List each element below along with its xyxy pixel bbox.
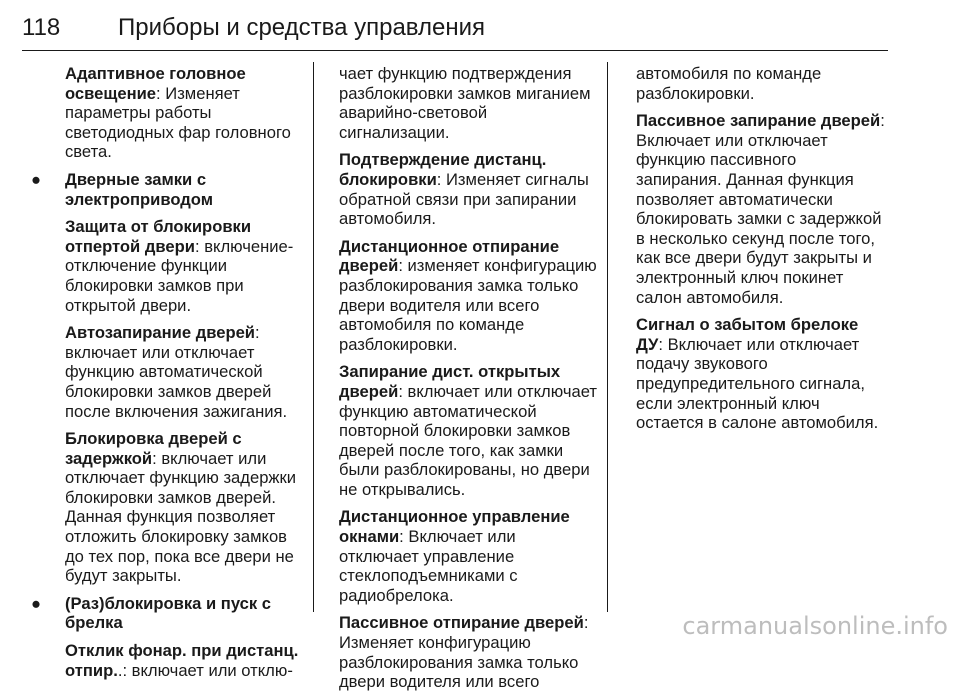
entry-light-feedback xyxy=(31,641,301,680)
entry-title: Сигнал о забытом брелоке ДУ xyxy=(636,315,859,354)
entry-text: : Изменяет параметры работы светодиодных фар головного света. xyxy=(65,83,291,162)
entry-title: Дистанционное управление окнами xyxy=(339,507,570,547)
column-1 xyxy=(31,64,301,688)
entry-text: : включает или отключает функцию задержки блокировки замков дверей. Данная функция позволяет отложить блокировку замков до тех пор, пока все двери не будут закрыты. xyxy=(65,448,297,586)
column-2 xyxy=(339,64,599,700)
entry-text: : включает или отключает функцию автоматической блокировки замков дверей после включения зажигания. xyxy=(65,323,288,421)
entry-text: : Включает или отключает управление стеклоподъемниками с радиобрелока. xyxy=(339,527,518,605)
entry-title: Блокировка дверей с задержкой xyxy=(65,429,242,468)
entry-auto-lock xyxy=(31,323,301,421)
entry-relock-remote-unlocked xyxy=(339,362,599,499)
continued-text: чает функцию подтверждения разблокировки замков миганием аварийно-световой сигнализации. xyxy=(339,64,591,142)
entry-title: Пассивное отпирание дверей xyxy=(339,613,584,633)
column-3 xyxy=(636,64,886,441)
entry-title: Пассивное запирание дверей xyxy=(636,111,881,131)
bullet-icon: ● xyxy=(31,593,42,613)
entry-title: Защита от блокировки отпертой двери xyxy=(65,217,252,256)
column-divider-2 xyxy=(607,62,608,612)
entry-text: : Изменяет конфигурацию разблокирования замка только двери водителя или всего xyxy=(339,613,589,692)
entry-title: Дистанционное отпирание дверей xyxy=(339,236,560,276)
entry-title: Отклик фонар. при дистанц. отпир. xyxy=(65,641,299,680)
entry-forgotten-fob-alert xyxy=(636,315,886,433)
entry-remote-lock-confirm xyxy=(339,150,599,228)
watermark: carmanualsonline.info xyxy=(682,612,948,640)
bullet-remote-lock-start xyxy=(31,594,301,633)
entry-passive-lock xyxy=(636,111,886,307)
page-header xyxy=(22,6,888,51)
entry-title: Автозапирание дверей xyxy=(65,323,256,343)
entry-remote-windows xyxy=(339,507,599,605)
continued-text: автомобиля по команде разблокировки. xyxy=(636,64,822,103)
entry-text: : Включает или отключает подачу звукового предупредительного сигнала, если электронный ключ остается в салоне автомобиля. xyxy=(636,334,879,433)
entry-text: : изменяет конфигурацию разблокирования замка только двери водителя или всего автомобиля по команде разблокировки. xyxy=(339,256,597,354)
entry-text: : включает или отключает функцию автоматической повторной блокировки замков дверей после того, как замки были разблокированы, но двери не открывались. xyxy=(339,381,597,499)
entry-text: .: включает или отклю- xyxy=(117,660,293,680)
column-divider-1 xyxy=(313,62,314,612)
entry-remote-unlock xyxy=(339,237,599,355)
entry-text: : Включает или отключает функцию пассивного запирания. Данная функция позволяет автоматически блокировать замки с задержкой в несколько секунд после того, как все двери будут закрыты и электронный ключ покинет салон автомобиля. xyxy=(636,111,885,307)
page-number: 118 xyxy=(22,14,61,41)
entry-text: : Изменяет сигналы обратной связи при запирании автомобиля. xyxy=(339,169,589,229)
page-title: Приборы и средства управления xyxy=(118,14,485,41)
bullet-text: Дверные замки с электроприводом xyxy=(65,169,213,209)
entry-adaptive-lighting xyxy=(31,64,301,162)
entry-text: : включение-отключение функции блокировки замков при открытой двери. xyxy=(65,236,294,315)
entry-passive-unlock xyxy=(339,613,599,691)
entry-title: Запирание дист. открытых дверей xyxy=(339,362,561,401)
entry-unlocked-door-protection xyxy=(31,217,301,315)
entry-title: Адаптивное головное освещение xyxy=(65,64,246,103)
bullet-door-locks xyxy=(31,170,301,209)
entry-title: Подтверждение дистанц. блокировки xyxy=(339,150,547,189)
entry-delayed-lock xyxy=(31,429,301,586)
bullet-icon: ● xyxy=(31,169,42,189)
bullet-text: (Раз)блокировка и пуск с брелка xyxy=(65,593,272,633)
